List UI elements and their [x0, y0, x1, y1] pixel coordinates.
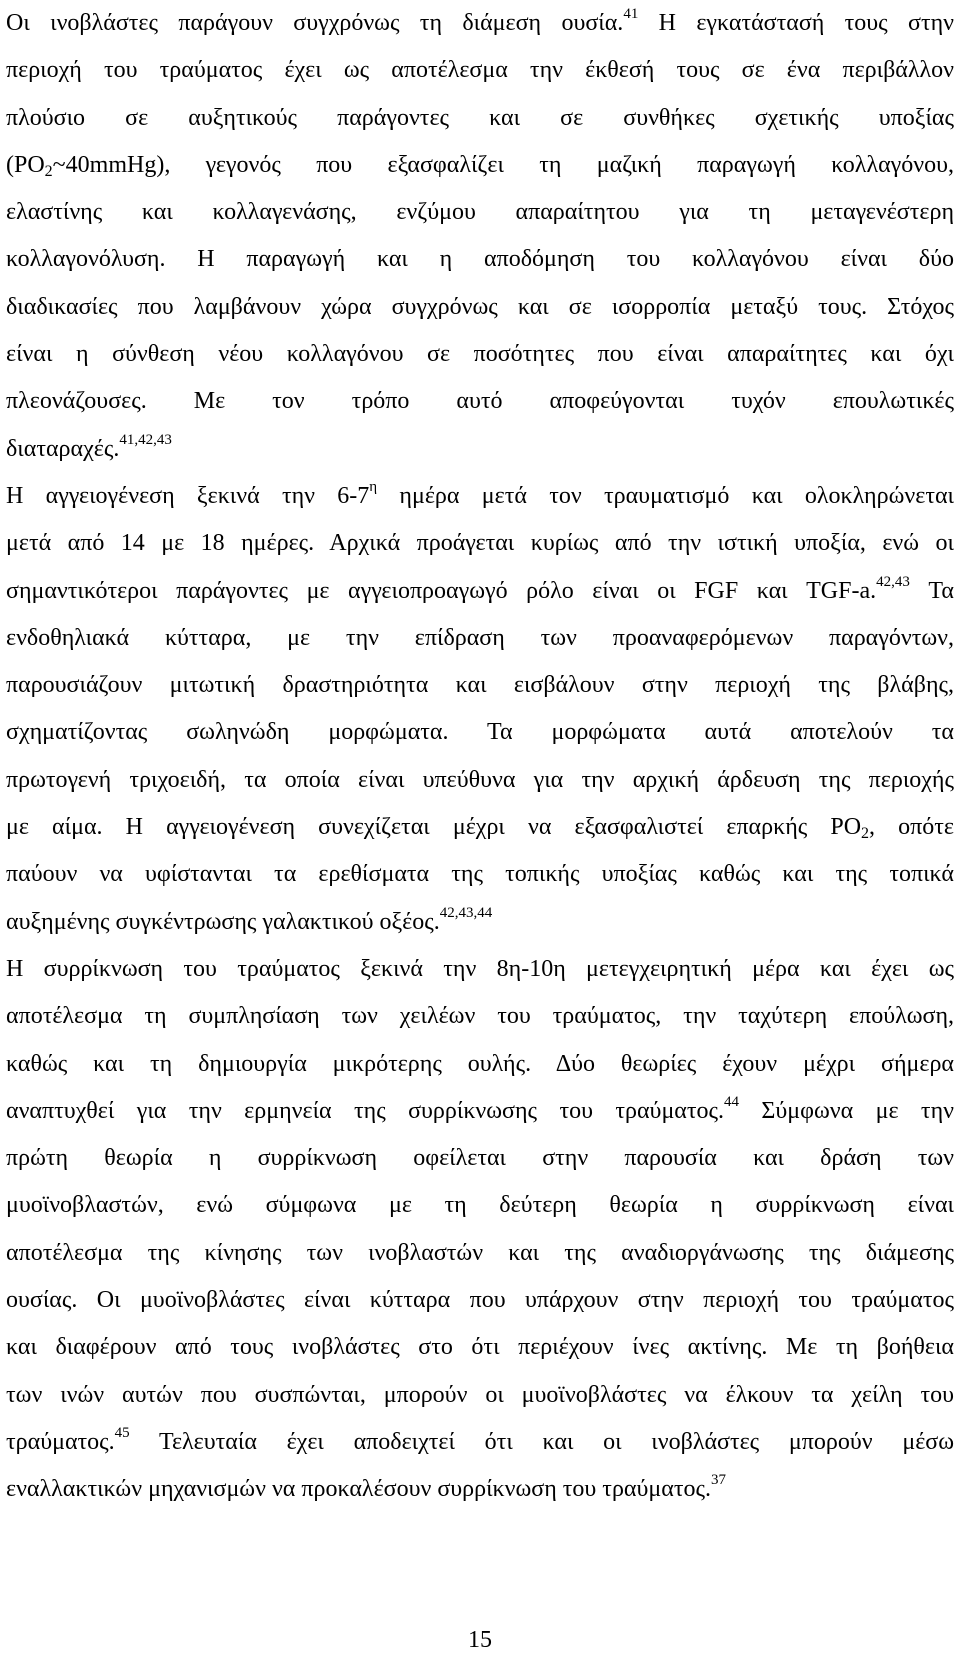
citation-ref: 44: [724, 1093, 740, 1110]
text-line: πρώτη θεωρία η συρρίκνωση οφείλεται στην παρουσία και δράση των: [6, 1145, 954, 1172]
citation-ref: 41: [623, 6, 639, 22]
text-line: καθώς και τη δημιουργία μικρότερης ουλής. Δύο θεωρίες έχουν μέχρι σήμερα: [6, 1050, 954, 1077]
text-line: πλούσιο σε αυξητικούς παράγοντες και σε συνθήκες σχετικής υποξίας: [6, 104, 954, 131]
citation-ref: 41,42,43: [119, 431, 172, 448]
paragraph-fibroblasts: [6, 0, 954, 473]
text-line: σημαντικότεροι παράγοντες με αγγειοπροαγωγό ρόλο είναι οι FGF και TGF-a.$^{42,43}$ Τα: [6, 573, 954, 604]
text-line: Η αγγειογένεση ξεκινά την $6-7^\eta$ ημέρα μετά τον τραυματισμό και ολοκληρώνεται: [6, 478, 954, 509]
text-line: πρωτογενή τριχοειδή, τα οποία είναι υπεύθυνα για την αρχική άρδευση της περιοχής: [6, 766, 954, 793]
subscript: 2: [44, 162, 53, 180]
text-line: ενδοθηλιακά κύτταρα, με την επίδραση των προαναφερόμενων παραγόντων,: [6, 624, 954, 651]
text-line: διαταραχές.$^{41,42,43}$: [6, 431, 172, 462]
paragraph-angiogenesis: [6, 473, 954, 946]
text-line: αναπτυχθεί για την ερμηνεία της συρρίκνωσης του τραύματος.$^{44}$ Σύμφωνα με την: [6, 1093, 954, 1124]
text-line: αποτέλεσμα τη συμπλησίαση των χειλέων του τραύματος, την ταχύτερη επούλωση,: [6, 1003, 954, 1030]
text-line: $(PO_2\sim 40mmHg)$, γεγονός που εξασφαλίζει τη μαζική παραγωγή κολλαγόνου,: [6, 151, 954, 180]
citation-ref: 42,43: [876, 573, 910, 590]
text-line: διαδικασίες που λαμβάνουν χώρα συγχρόνως και σε ισορροπία μεταξύ τους. Στόχος: [6, 293, 954, 320]
page-number: 15: [468, 1627, 492, 1653]
body-text: [6, 0, 954, 1514]
text-line: ελαστίνης και κολλαγενάσης, ενζύμου απαραίτητου για τη μεταγενέστερη: [6, 199, 954, 226]
text-line: μυοϊνοβλαστών, ενώ σύμφωνα με τη δεύτερη θεωρία η συρρίκνωση είναι: [6, 1192, 954, 1219]
text-line: παρουσιάζουν μιτωτική δραστηριότητα και εισβάλουν στην περιοχή της βλάβης,: [6, 672, 954, 699]
text-line: αποτέλεσμα της κίνησης των ινοβλαστών και της αναδιοργάνωσης της διάμεσης: [6, 1239, 954, 1266]
text-line: παύουν να υφίστανται τα ερεθίσματα της τοπικής υποξίας καθώς και της τοπικά: [6, 861, 954, 888]
text-line: είναι η σύνθεση νέου κολλαγόνου σε ποσότητες που είναι απαραίτητες και όχι: [6, 341, 954, 368]
text-line: ουσίας. Οι μυοϊνοβλάστες είναι κύτταρα που υπάρχουν στην περιοχή του τραύματος: [6, 1287, 954, 1314]
text-line: περιοχή του τραύματος έχει ως αποτέλεσμα την έκθεσή τους σε ένα περιβάλλον: [6, 57, 954, 84]
text-line: μετά από 14 με 18 ημέρες. Αρχικά προάγεται κυρίως από την ιστική υποξία, ενώ οι: [6, 530, 954, 557]
text-line: και διαφέρουν από τους ινοβλάστες στο ότι περιέχουν ίνες ακτίνης. Με τη βοήθεια: [6, 1334, 954, 1361]
text-line: Οι ινοβλάστες παράγουν συγχρόνως τη διάμεση ουσία.$^{41}$ Η εγκατάστασή τους στην: [6, 6, 955, 36]
citation-ref: 37: [710, 1472, 726, 1489]
subscript: 2: [861, 825, 870, 843]
text-line: πλεονάζουσες. Με τον τρόπο αυτό αποφεύγονται τυχόν επουλωτικές: [6, 388, 954, 415]
text-line: σχηματίζοντας σωληνώδη μορφώματα. Τα μορφώματα αυτά αποτελούν τα: [6, 719, 954, 746]
text-line: Η συρρίκνωση του τραύματος ξεκινά την 8η-10η μετεγχειρητική μέρα και έχει ως: [6, 955, 954, 982]
text-line: εναλλακτικών μηχανισμών να προκαλέσουν συρρίκνωση του τραύματος.$^{37}$: [6, 1472, 726, 1503]
superscript: η: [369, 478, 378, 495]
text-line: αυξημένης συγκέντρωσης γαλακτικού οξέος.$^{42,43,44}$: [6, 904, 493, 935]
text-line: τραύματος.$^{45}$ Τελευταία έχει αποδειχτεί ότι και οι ινοβλάστες μπορούν μέσω: [6, 1424, 954, 1455]
text-line: των ινών αυτών που συσπώνται, μπορούν οι μυοϊνοβλάστες να έλκουν τα χείλη του: [6, 1381, 954, 1408]
citation-ref: 45: [114, 1424, 130, 1441]
text-line: με αίμα. Η αγγειογένεση συνεχίζεται μέχρι να εξασφαλιστεί επαρκής $PO_2$, οπότε: [6, 814, 954, 843]
text-line: κολλαγονόλυση. Η παραγωγή και η αποδόμηση του κολλαγόνου είναι δύο: [6, 246, 954, 273]
paragraph-contraction: [6, 946, 954, 1514]
citation-ref: 42,43,44: [439, 904, 493, 921]
